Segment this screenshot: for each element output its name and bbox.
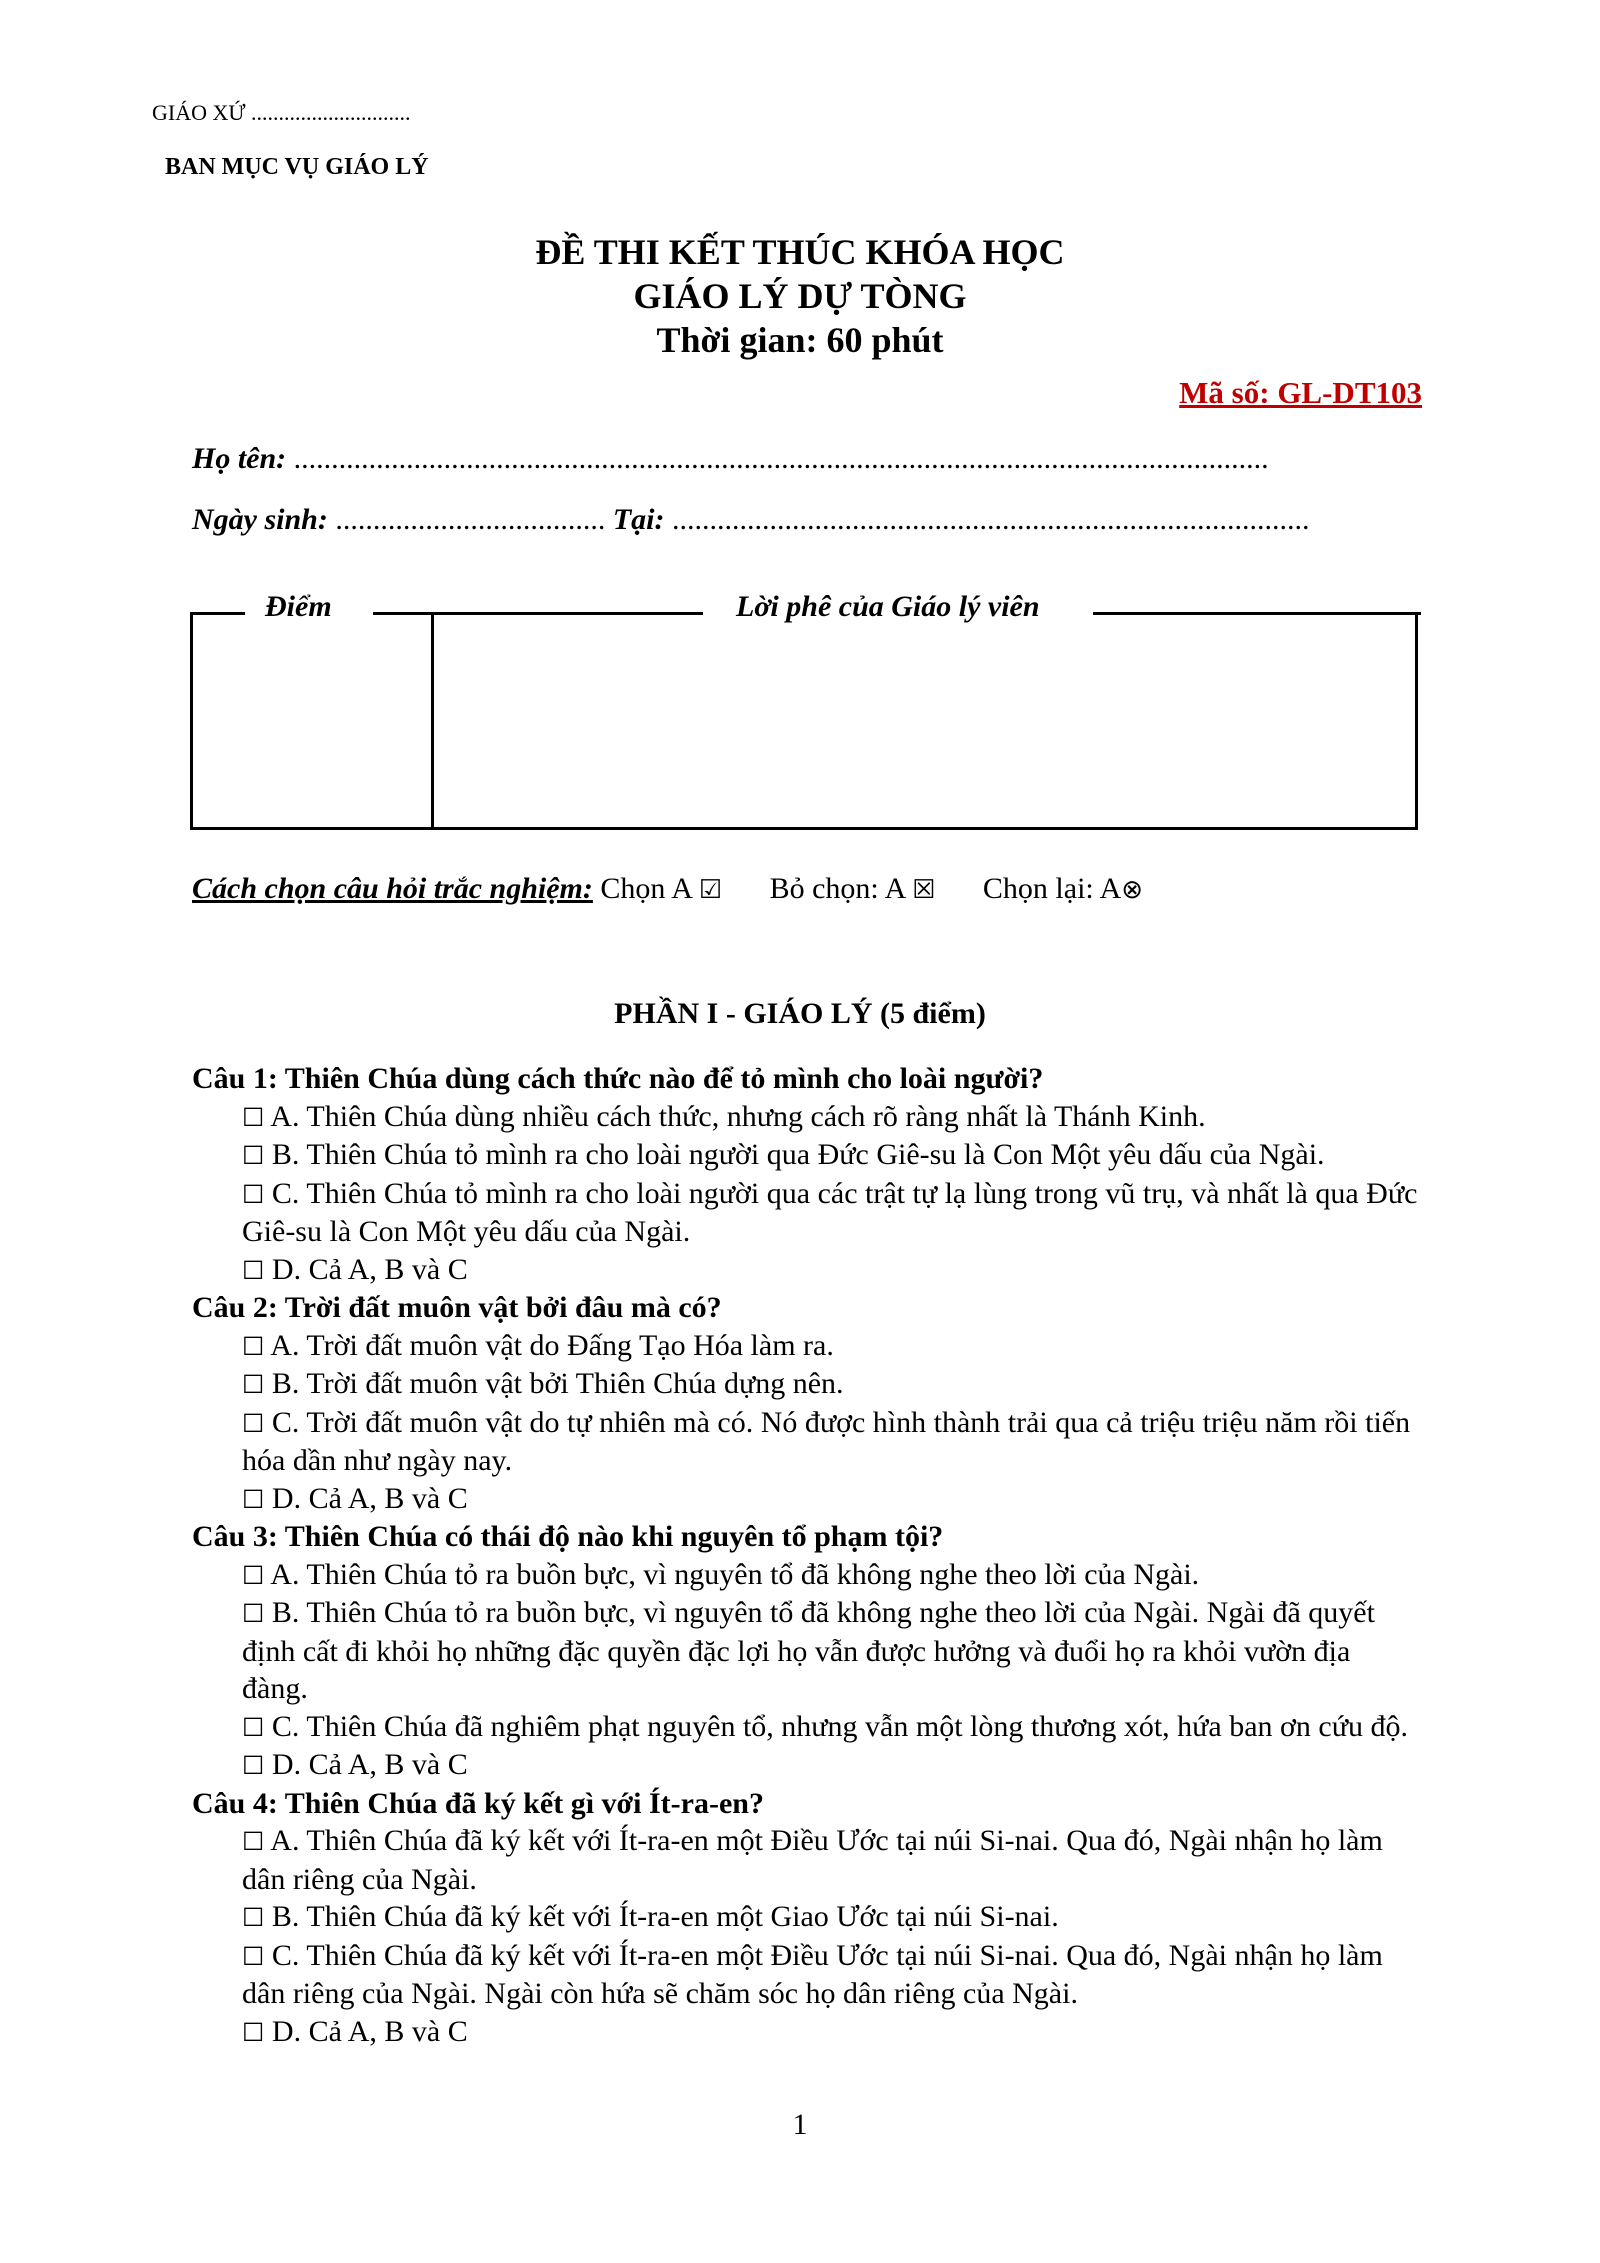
option-text: A. Thiên Chúa dùng nhiều cách thức, nhưng cách rõ ràng nhất là Thánh Kinh. <box>270 1099 1206 1133</box>
choose-text: Chọn A <box>600 872 699 905</box>
question-text: Câu 2: Trời đất muôn vật bởi đâu mà có? <box>192 1291 722 1324</box>
answer-option[interactable] <box>192 1937 1420 2013</box>
checkbox-icon[interactable]: ☐ <box>242 1102 265 1132</box>
box-top-border <box>193 612 245 615</box>
option-text: A. Thiên Chúa đã ký kết với Ít-ra-en một Điều Ước tại núi Si-nai. Qua đó, Ngài nhận họ làm dân riêng của Ngài. <box>242 1824 1383 1896</box>
option-text: D. Cả A, B và C <box>271 1748 468 1781</box>
page-number: 1 <box>792 2108 808 2141</box>
exam-title: ĐỀ THI KẾT THÚC KHÓA HỌC <box>535 232 1065 272</box>
answer-option[interactable] <box>192 1098 1420 1137</box>
option-text: A. Trời đất muôn vật do Đấng Tạo Hóa làm ra. <box>270 1328 834 1362</box>
answer-option[interactable] <box>192 1708 1420 1747</box>
time-limit: Thời gian: 60 phút <box>656 320 944 360</box>
question-block <box>192 1060 1420 1289</box>
checkbox-icon[interactable]: ☐ <box>242 1408 265 1438</box>
checkbox-icon[interactable]: ☐ <box>242 1712 265 1742</box>
answer-option[interactable] <box>192 1898 1420 1937</box>
answer-option[interactable] <box>192 2013 1420 2052</box>
answer-option[interactable] <box>192 1480 1420 1519</box>
checkbox-icon[interactable]: ☐ <box>242 1599 265 1628</box>
question-block <box>192 1518 1420 1785</box>
answer-option[interactable] <box>192 1404 1420 1480</box>
name-label: Họ tên: <box>192 442 287 475</box>
checkbox-icon[interactable]: ☐ <box>242 1370 265 1399</box>
grading-box <box>190 612 1418 830</box>
checked-box-icon: ☑ <box>698 875 723 905</box>
place-label: Tại: <box>612 503 665 536</box>
checkbox-icon[interactable]: ☐ <box>242 1331 265 1361</box>
name-field <box>192 442 1269 476</box>
rechoose-text: Chọn lại: A <box>982 872 1122 905</box>
checkbox-icon[interactable]: ☐ <box>242 1751 265 1780</box>
checkbox-icon[interactable]: ☐ <box>242 1255 265 1285</box>
question-list <box>192 1060 1420 2051</box>
birth-blank: .................................... <box>327 503 613 536</box>
question-text: Câu 1: Thiên Chúa dùng cách thức nào để tỏ mình cho loài người? <box>192 1062 1044 1095</box>
answer-option[interactable] <box>192 1365 1420 1404</box>
score-label: Điểm <box>265 590 332 623</box>
checkbox-icon[interactable]: ☐ <box>242 2017 265 2047</box>
box-top-border <box>1093 612 1421 615</box>
option-text: B. Thiên Chúa tỏ mình ra cho loài người qua Đức Giê-su là Con Một yêu dấu của Ngài. <box>271 1138 1325 1171</box>
answer-option[interactable] <box>192 1175 1420 1251</box>
answer-option[interactable] <box>192 1327 1420 1366</box>
checkbox-icon[interactable]: ☐ <box>242 1827 265 1856</box>
option-text: D. Cả A, B và C <box>271 1481 468 1515</box>
answer-option[interactable] <box>192 1251 1420 1290</box>
answer-instructions <box>192 872 1143 906</box>
checkbox-icon[interactable]: ☐ <box>242 1560 265 1590</box>
question-text: Câu 3: Thiên Chúa có thái độ nào khi nguyên tổ phạm tội? <box>192 1520 944 1553</box>
birth-label: Ngày sinh: <box>192 503 328 536</box>
crossed-box-icon: ☒ <box>912 875 936 905</box>
question-block <box>192 1785 1420 2052</box>
circled-x-icon: ⊗ <box>1121 875 1144 905</box>
comment-label: Lời phê của Giáo lý viên <box>736 590 1040 623</box>
birth-field <box>192 503 1310 537</box>
checkbox-icon[interactable]: ☐ <box>242 1179 265 1209</box>
question-block <box>192 1289 1420 1518</box>
option-text: A. Thiên Chúa tỏ ra buồn bực, vì nguyên tổ đã không nghe theo lời của Ngài. <box>270 1557 1200 1591</box>
answer-option[interactable] <box>192 1136 1420 1175</box>
checkbox-icon[interactable]: ☐ <box>242 1484 265 1514</box>
answer-option[interactable] <box>192 1556 1420 1595</box>
section-title: PHẦN I - GIÁO LÝ (5 điểm) <box>614 997 986 1030</box>
answer-option[interactable] <box>192 1594 1420 1708</box>
option-text: B. Thiên Chúa đã ký kết với Ít-ra-en một Giao Ước tại núi Si-nai. <box>271 1900 1059 1933</box>
option-text: D. Cả A, B và C <box>271 1252 468 1286</box>
course-title: GIÁO LÝ DỰ TÒNG <box>633 276 967 316</box>
option-text: B. Trời đất muôn vật bởi Thiên Chúa dựng nên. <box>271 1367 844 1400</box>
answer-option[interactable] <box>192 1746 1420 1785</box>
option-text: C. Thiên Chúa đã nghiêm phạt nguyên tổ, nhưng vẫn một lòng thương xót, hứa ban ơn cứu độ. <box>271 1709 1408 1743</box>
option-text: C. Trời đất muôn vật do tự nhiên mà có. Nó được hình thành trải qua cả triệu triệu năm rồi tiến hóa dần như ngày nay. <box>242 1405 1411 1477</box>
checkbox-icon[interactable]: ☐ <box>242 1941 265 1971</box>
unchoose-text: Bỏ chọn: A <box>769 872 913 905</box>
option-text: C. Thiên Chúa tỏ mình ra cho loài người qua các trật tự lạ lùng trong vũ trụ, và nhất là qua Đức Giê-su là Con Một yêu dấu của Ngài. <box>242 1176 1418 1248</box>
instructions-label: Cách chọn câu hỏi trắc nghiệm: <box>192 872 593 905</box>
checkbox-icon[interactable]: ☐ <box>242 1141 265 1170</box>
committee-name: BAN MỤC VỤ GIÁO LÝ <box>165 154 429 180</box>
answer-option[interactable] <box>192 1822 1420 1898</box>
place-blank: ..................................................................................... <box>664 503 1310 536</box>
question-text: Câu 4: Thiên Chúa đã ký kết gì với Ít-ra-en? <box>192 1786 764 1820</box>
parish-line: GIÁO XỨ ............................. <box>152 100 411 125</box>
option-text: C. Thiên Chúa đã ký kết với Ít-ra-en một Điều Ước tại núi Si-nai. Qua đó, Ngài nhận họ làm dân riêng của Ngài. Ngài còn hứa sẽ chăm sóc họ dân riêng của Ngài. <box>242 1938 1383 2010</box>
option-text: D. Cả A, B và C <box>271 2014 468 2048</box>
box-top-border <box>373 612 703 615</box>
box-divider <box>431 612 434 827</box>
option-text: B. Thiên Chúa tỏ ra buồn bực, vì nguyên tổ đã không nghe theo lời của Ngài. Ngài đã quyết định cất đi khỏi họ những đặc quyền đặc lợi họ vẫn được hưởng và đuổi họ ra khỏi vườn địa đàng. <box>242 1596 1375 1705</box>
name-blank: .................................................................................................................................. <box>286 442 1269 475</box>
exam-code: Mã số: GL-DT103 <box>1179 375 1422 410</box>
checkbox-icon[interactable]: ☐ <box>242 1903 265 1932</box>
